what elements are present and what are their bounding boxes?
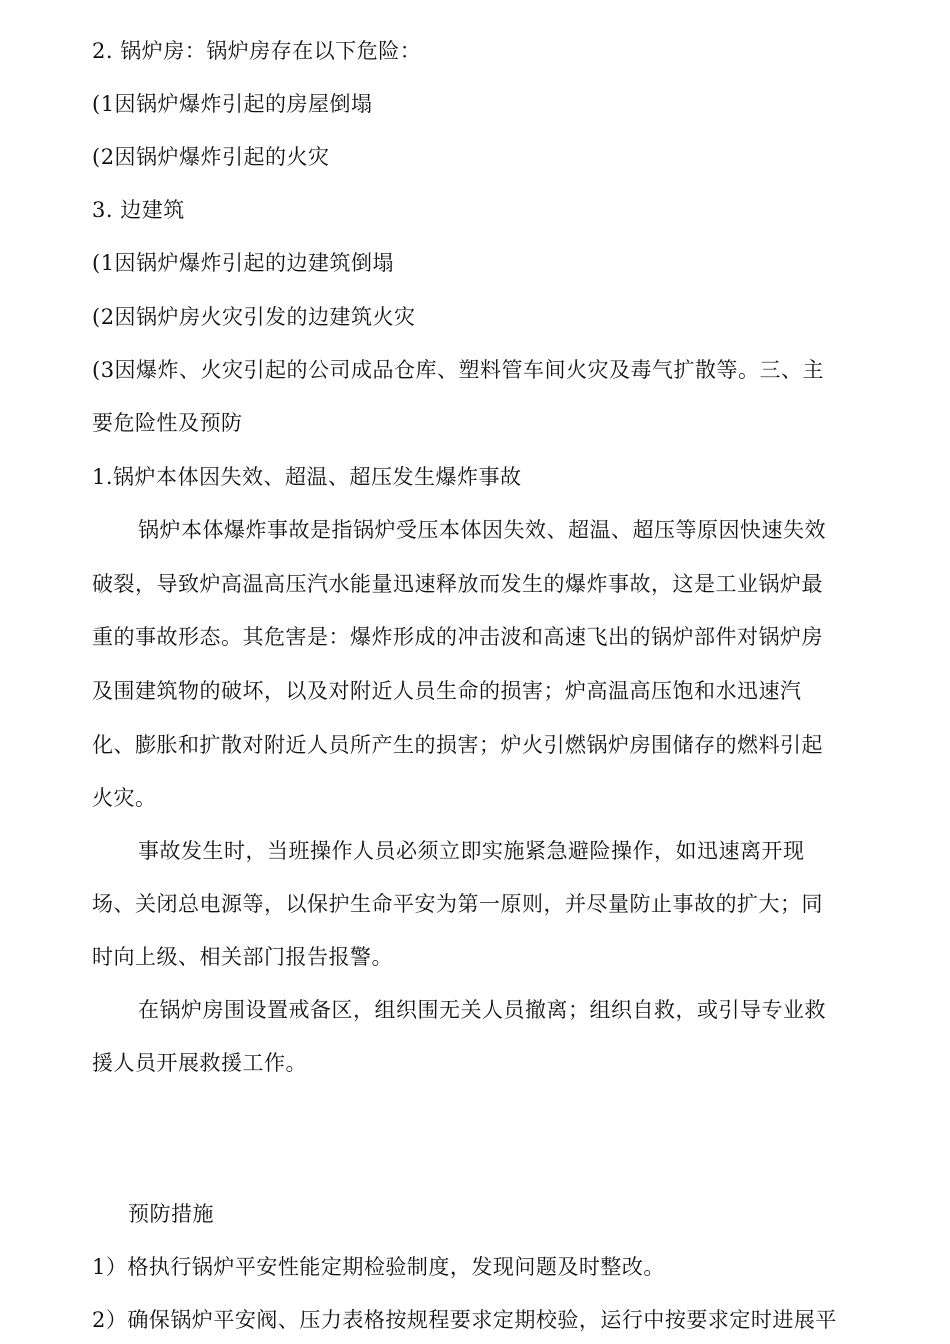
- paragraph-line: 锅炉本体爆炸事故是指锅炉受压本体因失效、超温、超压等原因快速失效: [138, 518, 826, 542]
- paragraph-line: 及围建筑物的破坏，以及对附近人员生命的损害；炉高温高压饱和水迅速汽: [92, 679, 802, 703]
- paragraph-line: 火灾。: [92, 786, 157, 810]
- text-line: (3因爆炸、火灾引起的公司成品仓库、塑料管车间火灾及毒气扩散等。三、主: [92, 358, 825, 382]
- paragraph-line: 时向上级、相关部门报告报警。: [92, 945, 393, 969]
- paragraph-line: 事故发生时，当班操作人员必须立即实施紧急避险操作，如迅速离开现: [138, 839, 805, 863]
- text-line: (2因锅炉爆炸引起的火灾: [92, 145, 330, 169]
- text-line: (2因锅炉房火灾引发的边建筑火灾: [92, 305, 416, 329]
- list-item: 2）确保锅炉平安阀、压力表格按规程要求定期校验，运行中按要求定时进展平: [92, 1308, 837, 1332]
- section-heading: 预防措施: [128, 1202, 214, 1226]
- paragraph-line: 破裂，导致炉高温高压汽水能量迅速释放而发生的爆炸事故，这是工业锅炉最: [92, 572, 823, 596]
- list-item: 1）格执行锅炉平安性能定期检验制度，发现问题及时整改。: [92, 1255, 665, 1279]
- paragraph-line: 重的事故形态。其危害是：爆炸形成的冲击波和高速飞出的锅炉部件对锅炉房: [92, 625, 823, 649]
- paragraph-line: 场、关闭总电源等，以保护生命平安为第一原则，并尽量防止事故的扩大；同: [92, 892, 823, 916]
- text-line: 要危险性及预防: [92, 411, 243, 435]
- text-line: 3. 边建筑: [92, 198, 185, 222]
- text-line: 2. 锅炉房：锅炉房存在以下危险：: [92, 39, 422, 63]
- text-line: (1因锅炉爆炸引起的房屋倒塌: [92, 92, 373, 116]
- paragraph-line: 在锅炉房围设置戒备区，组织围无关人员撤离；组织自救，或引导专业救: [138, 998, 826, 1022]
- paragraph-line: 化、膨胀和扩散对附近人员所产生的损害；炉火引燃锅炉房围储存的燃料引起: [92, 733, 823, 757]
- text-line: (1因锅炉爆炸引起的边建筑倒塌: [92, 251, 395, 275]
- paragraph-line: 援人员开展救援工作。: [92, 1051, 307, 1075]
- text-line: 1.锅炉本体因失效、超温、超压发生爆炸事故: [92, 465, 522, 489]
